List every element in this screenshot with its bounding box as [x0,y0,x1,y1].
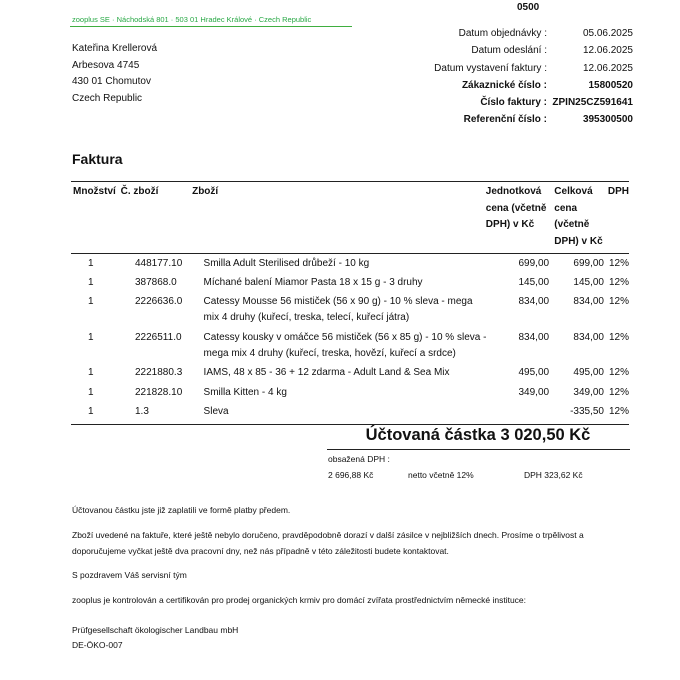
cell-qty: 1 [88,296,94,308]
vat-base: 2 696,88 Kč [328,470,374,480]
cell-unit-price: 145,00 [518,277,550,289]
cell-item: Sleva [203,405,229,417]
total-amount: Účtovaná částka 3 020,50 Kč [365,426,591,444]
cell-item: Míchané balení Miamor Pasta 18 x 15 g - 3 druhy [203,277,423,289]
meta-row [396,42,633,59]
meta-value: 12.06.2025 [582,62,633,74]
invoice-table [71,181,629,425]
cell-item: Smilla Kitten - 4 kg [203,386,287,398]
cell-qty: 1 [88,386,94,398]
header-qty: Množství [73,186,116,197]
cell-total-price: 349,00 [573,386,604,398]
cell-unit-price [487,404,553,420]
meta-label: Datum vystavení faktury : [434,62,547,74]
cell-vat: 12% [609,405,630,417]
delivery-note: Zboží uvedené na faktuře, které ještě nebylo doručeno, pravděpodobně dorazí v další zásilce v nejbližších dnech. Prosíme o trpělivost a doporučujeme vyčkat ještě dva pracovní dny, než nás případně v této záležitosti budete kontaktovat. [72,530,584,556]
cell-unit-price: 834,00 [518,296,550,308]
cell-vat: 12% [609,277,630,289]
cell-code: 387868.0 [135,277,177,289]
header-unit-price: Jednotková cena (včetně DPH) v Kč [485,186,547,230]
meta-value: ZPIN25CZ591641 [552,97,633,109]
meta-value: 05.06.2025 [582,28,633,39]
organic-note: zooplus je kontrolován a certifikován pro prodej organických krmiv pro domácí zvířata prostřednictvím německé instituce: [72,595,527,605]
table-row [71,293,629,328]
sender-divider [70,26,352,27]
meta-value: 12.06.2025 [582,45,633,57]
cell-vat: 12% [609,296,630,308]
cell-unit-price: 699,00 [518,257,550,269]
meta-label: Referenční číslo : [463,114,547,126]
header-item: Zboží [192,186,219,197]
paid-note: Účtovanou částku jste již zaplatili ve formě platby předem. [72,505,291,515]
cell-total-price: 699,00 [573,257,604,269]
cell-item: Catessy Mousse 56 mističek (56 x 90 g) - 10 % sleva - mega mix 4 druhy (kuřecí, treska, telecí, kuřecí játra) [203,296,473,324]
recipient-address [72,41,157,107]
header-vat: DPH [607,186,630,197]
table-row [71,328,629,363]
meta-row [396,77,633,94]
table-row [71,402,629,421]
meta-row [396,94,633,111]
meta-row [396,60,633,77]
cell-unit-price: 834,00 [518,331,550,343]
table-body [71,254,629,425]
vat-net-label: netto včetně 12% [408,470,474,480]
meta-label: Datum objednávky : [458,28,547,39]
invoice-meta [396,25,633,129]
meta-value: 15800520 [588,79,633,91]
cell-code: 2226511.0 [135,331,182,343]
meta-value: 395300500 [582,114,633,126]
cell-code: 1.3 [135,405,149,417]
cell-item: Catessy kousky v omáčce 56 mističek (56 x 85 g) - 10 % sleva - mega mix 4 druhy (kuřecí, treska, hovězí, kuřecí a srdce) [203,331,487,359]
table-row [71,383,629,402]
header-code: Č. zboží [120,186,159,197]
table-row [71,273,629,292]
meta-label: Číslo faktury : [480,97,547,109]
cell-total-price: 495,00 [573,367,604,379]
sender-address-line: zooplus SE · Náchodská 801 · 503 01 Hradec Králové · Czech Republic [72,15,312,24]
table-header [71,182,629,254]
cell-qty: 1 [88,405,94,417]
cell-unit-price: 495,00 [518,367,550,379]
cell-total-price: 145,00 [573,277,604,289]
meta-label: Datum odeslání : [471,45,547,57]
cell-total-price: 834,00 [573,296,604,308]
recipient-street: Arbesova 4745 [72,59,140,71]
cell-vat: 12% [609,386,630,398]
cell-code: 2221880.3 [135,367,183,379]
vat-label: obsažená DPH : [328,454,390,464]
total-divider [327,449,630,450]
cell-code: 2226636.0 [135,296,183,308]
cell-total-price: -335,50 [570,405,604,417]
table-row [71,254,629,273]
meta-row [396,25,633,42]
recipient-city: 430 01 Chomutov [72,76,151,87]
cell-code: 448177.10 [135,257,183,269]
cell-qty: 1 [88,277,94,289]
cell-item: IAMS, 48 x 85 - 36 + 12 zdarma - Adult Land & Sea Mix [203,367,450,379]
recipient-country: Czech Republic [72,92,143,104]
meta-row [396,111,633,128]
vat-amount: DPH 323,62 Kč [524,470,583,480]
recipient-name: Kateřina Krellerová [72,43,158,54]
cell-unit-price: 349,00 [518,386,550,398]
cell-vat: 12% [609,257,630,269]
page-title: Faktura [72,151,123,167]
cell-vat: 12% [609,331,630,343]
regards: S pozdravem Váš servisní tým [72,570,187,580]
cell-qty: 1 [88,331,94,343]
institution-name: Prüfgesellschaft ökologischer Landbau mbH [72,625,239,635]
header-total-price: Celková cena (včetně DPH) v Kč [554,186,603,247]
cell-item: Smilla Adult Sterilised drůbeží - 10 kg [203,257,370,269]
top-number: 0500 [517,2,540,13]
cell-qty: 1 [88,257,94,269]
cell-vat: 12% [609,367,630,379]
cell-qty: 1 [88,367,94,379]
institution-code: DE-ÖKO-007 [72,640,123,650]
meta-label: Zákaznické číslo : [461,79,547,91]
cell-total-price: 834,00 [573,331,604,343]
cell-code: 221828.10 [135,386,183,398]
table-row [71,364,629,383]
